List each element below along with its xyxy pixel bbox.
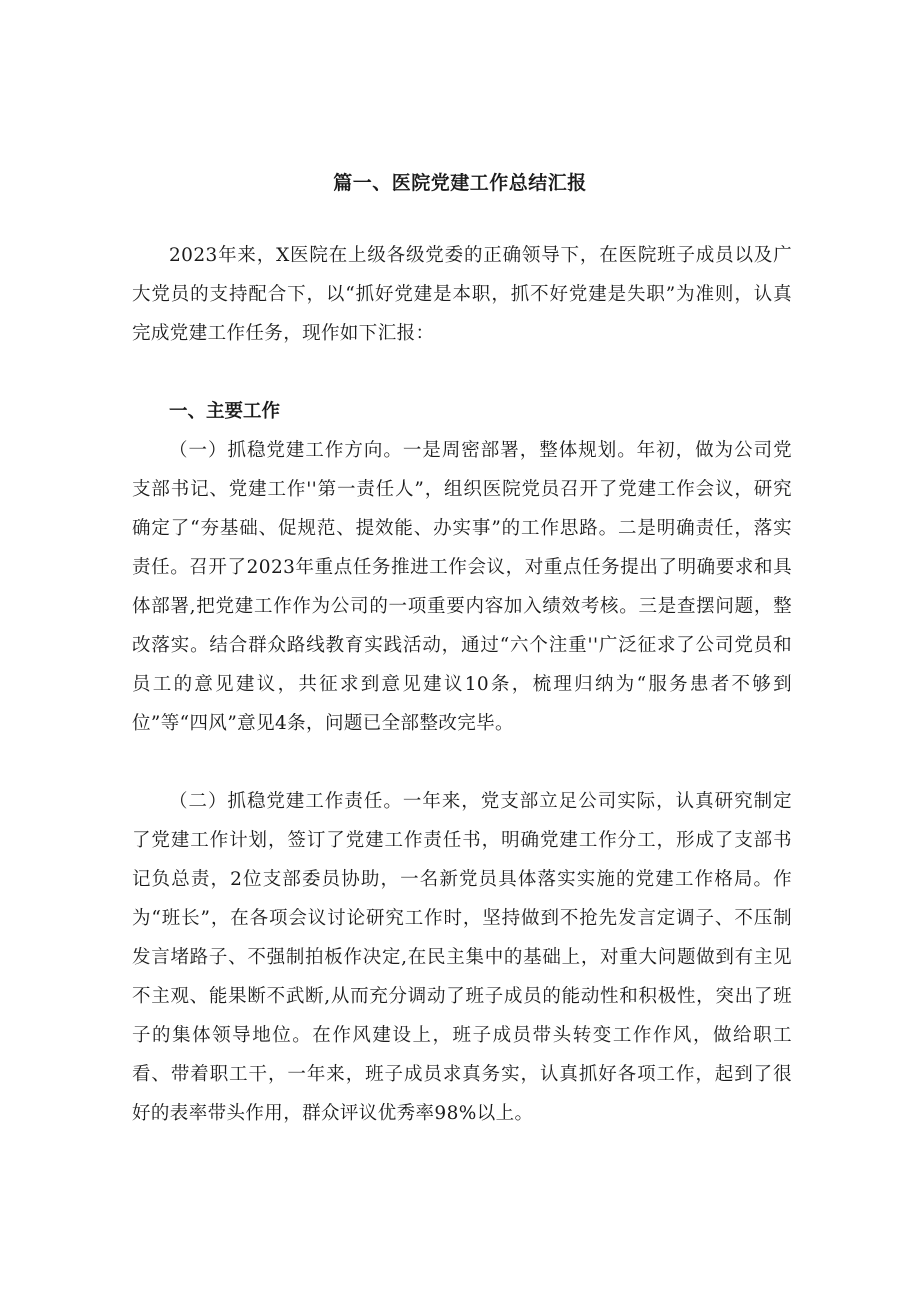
document-title: 篇一、医院党建工作总结汇报 (333, 172, 587, 194)
paragraph-block-1 (132, 431, 792, 743)
paragraph-direction: （一）抓稳党建工作方向。一是周密部署，整体规划。年初，做为公司党支部书记、党建工作''第一责任人”，组织医院党员召开了党建工作会议，研究确定了“夯基础、促规范、提效能、办实事”的工作思路。二是明确责任，落实责任。召开了2023年重点任务推进工作会议，对重点任务提出了明确要求和具体部署,把党建工作作为公司的一项重要内容加入绩效考核。三是查摆问题，整改落实。结合群众路线教育实践活动，通过“六个注重''广泛征求了公司党员和员工的意见建议，共征求到意见建议10条，梳理归纳为“服务患者不够到位”等“四风”意见4条，问题已全部整改完毕。 (132, 440, 792, 734)
section-heading-main-work: 一、主要工作 (169, 401, 281, 422)
section-heading-block (132, 392, 792, 431)
intro-paragraph: 2023年来，X医院在上级各级党委的正确领导下，在医院班子成员以及广大党员的支持配合下，以“抓好党建是本职，抓不好党建是失职”为准则，认真完成党建工作任务，现作如下汇报： (132, 245, 792, 344)
paragraph-responsibility: （二）抓稳党建工作责任。一年来，党支部立足公司实际，认真研究制定了党建工作计划，签订了党建工作责任书，明确党建工作分工，形成了支部书记负总责，2位支部委员协助，一名新党员具体落实实施的党建工作格局。作为“班长”，在各项会议讨论研究工作时，坚持做到不抢先发言定调子、不压制发言堵路子、不强制拍板作决定,在民主集中的基础上，对重大问题做到有主见不主观、能果断不武断,从而充分调动了班子成员的能动性和积极性，突出了班子的集体领导地位。在作风建设上，班子成员带头转变工作作风，做给职工看、带着职工干，一年来，班子成员求真务实，认真抓好各项工作，起到了很好的表率带头作用，群众评议优秀率98%以上。 (132, 791, 792, 1124)
paragraph-block-2 (132, 782, 792, 1133)
intro-block (132, 236, 792, 353)
